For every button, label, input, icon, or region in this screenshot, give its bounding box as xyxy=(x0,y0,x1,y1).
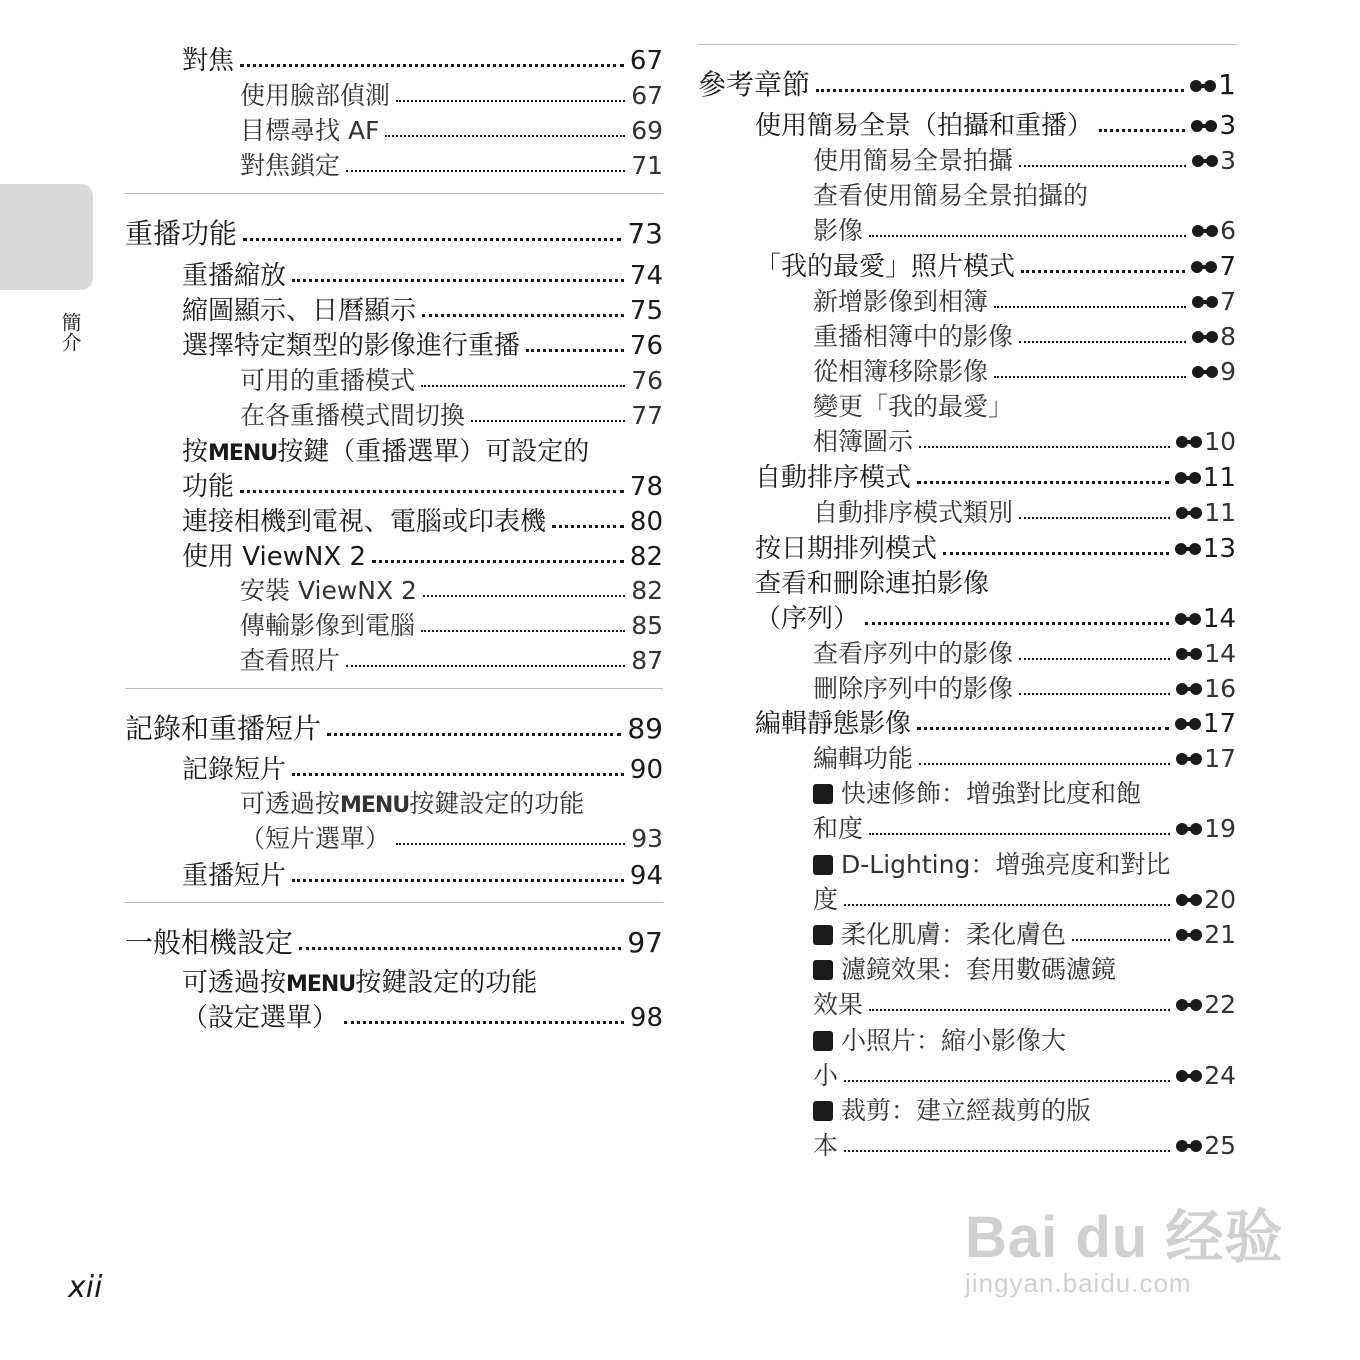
page-number: 17 xyxy=(1204,744,1236,773)
toc-entry-line[interactable] xyxy=(240,784,584,820)
leader-dots xyxy=(917,726,1169,730)
skin-softening-icon xyxy=(813,925,833,945)
toc-entry[interactable] xyxy=(813,1056,1236,1092)
toc-entry-label: 記錄短片 xyxy=(182,755,287,785)
reference-section-icon xyxy=(1192,330,1218,344)
toc-entry-page: 89 xyxy=(627,712,663,745)
page-number: 21 xyxy=(1204,920,1236,949)
leader-dots xyxy=(919,445,1170,448)
page-number-footer: xii xyxy=(68,1270,103,1305)
toc-entry-label: 重播短片 xyxy=(182,861,287,891)
page-number: 6 xyxy=(1220,216,1236,245)
reference-section-icon xyxy=(1176,647,1202,661)
section-tab[interactable] xyxy=(0,184,93,290)
section-tab-label: 簡介 xyxy=(58,312,82,352)
reference-section-icon xyxy=(1176,998,1202,1012)
toc-entry-page xyxy=(1176,885,1236,914)
toc-entry-label: 記錄和重播短片 xyxy=(125,712,322,745)
toc-entry[interactable] xyxy=(240,571,663,607)
toc-entry[interactable] xyxy=(813,422,1236,458)
reference-section-icon xyxy=(1176,1139,1202,1153)
toc-entry-label: 目標尋找 AF xyxy=(240,116,380,145)
toc-entry-label: 小 xyxy=(813,1061,839,1090)
toc-entry-page: 67 xyxy=(631,81,663,110)
toc-entry-label: 縮圖顯示、日曆顯示 xyxy=(182,296,417,326)
toc-entry-label: 一般相機設定 xyxy=(125,926,294,959)
page-number: 9 xyxy=(1220,357,1236,386)
leader-dots xyxy=(471,419,625,422)
toc-entry-page xyxy=(1192,216,1236,245)
toc-entry-line[interactable] xyxy=(813,774,1141,810)
toc-entry-label: 相簿圖示 xyxy=(813,427,914,456)
toc-entry-page xyxy=(1176,427,1236,456)
leader-dots xyxy=(385,134,625,137)
toc-entry[interactable] xyxy=(813,317,1236,353)
toc-entry-page: 75 xyxy=(629,296,663,326)
toc-entry-label: 新增影像到相簿 xyxy=(813,287,989,316)
toc-entry-label: 效果 xyxy=(813,990,864,1019)
toc-entry-page: 76 xyxy=(631,366,663,395)
toc-entry-page xyxy=(1191,111,1236,141)
toc-entry-page: 82 xyxy=(629,542,663,572)
toc-entry[interactable] xyxy=(182,997,663,1034)
toc-entry-label: 安裝 ViewNX 2 xyxy=(240,576,417,605)
page-number: 3 xyxy=(1220,146,1236,175)
toc-entry[interactable] xyxy=(182,255,663,292)
toc-entry-page xyxy=(1190,68,1236,101)
toc-entry[interactable] xyxy=(240,641,663,677)
toc-text: 按 xyxy=(182,437,209,467)
leader-dots xyxy=(421,629,625,632)
page-number: 22 xyxy=(1204,990,1236,1019)
leader-dots xyxy=(346,664,625,667)
filter-effects-icon xyxy=(813,960,833,980)
toc-entry-line[interactable] xyxy=(813,845,1170,881)
leader-dots xyxy=(396,842,625,845)
toc-entry-label: 使用簡易全景（拍攝和重播） xyxy=(755,111,1094,141)
toc-section-entry[interactable] xyxy=(125,707,663,747)
page-number: 8 xyxy=(1220,322,1236,351)
toc-text: 裁剪：建立經裁剪的版 xyxy=(841,1096,1092,1125)
toc-entry-label: 對焦 xyxy=(182,46,235,76)
toc-entry-label: 本 xyxy=(813,1131,839,1160)
toc-text: 柔化肌膚：柔化膚色 xyxy=(841,920,1067,949)
toc-entry-line[interactable] xyxy=(182,962,537,999)
reference-section-icon xyxy=(1176,822,1202,836)
toc-entry[interactable] xyxy=(813,493,1236,529)
leader-dots xyxy=(1099,128,1185,132)
d-lighting-icon xyxy=(813,855,833,875)
leader-dots xyxy=(292,772,624,776)
toc-entry[interactable] xyxy=(240,819,663,855)
leader-dots xyxy=(327,732,621,736)
toc-section-entry[interactable] xyxy=(698,63,1236,103)
toc-section-entry[interactable] xyxy=(125,212,663,252)
toc-entry[interactable] xyxy=(755,598,1236,635)
reference-section-icon xyxy=(1176,752,1202,766)
toc-text: 濾鏡效果：套用數碼濾鏡 xyxy=(841,955,1117,984)
toc-entry-page xyxy=(1176,814,1236,843)
page-number: 1 xyxy=(1218,68,1236,101)
toc-entry[interactable] xyxy=(240,146,663,182)
toc-entry-label: 從相簿移除影像 xyxy=(813,357,989,386)
toc-entry-label: 編輯功能 xyxy=(813,744,914,773)
toc-entry-page: 93 xyxy=(631,824,663,853)
toc-entry[interactable] xyxy=(813,1126,1236,1162)
toc-entry-line[interactable] xyxy=(813,1021,1066,1057)
toc-entry[interactable] xyxy=(755,457,1236,494)
toc-entry-label: （設定選單） xyxy=(182,1003,339,1033)
leader-dots xyxy=(240,489,624,493)
toc-entry[interactable] xyxy=(813,985,1236,1021)
toc-text: 可透過按 xyxy=(240,789,341,818)
page-number: 7 xyxy=(1220,287,1236,316)
toc-entry-page: 69 xyxy=(631,116,663,145)
reference-section-icon xyxy=(1192,295,1218,309)
watermark-url: jingyan.baidu.com xyxy=(965,1268,1192,1298)
leader-dots xyxy=(396,99,625,102)
toc-entry-page: 85 xyxy=(631,611,663,640)
toc-entry-line[interactable]: 變更「我的最愛」 xyxy=(813,392,1014,421)
toc-entry[interactable] xyxy=(182,325,663,362)
page-number: 11 xyxy=(1204,498,1236,527)
toc-entry[interactable] xyxy=(182,855,663,892)
watermark xyxy=(965,1190,1283,1299)
leader-dots xyxy=(292,878,624,882)
toc-entry-label: （短片選單） xyxy=(240,824,391,853)
toc-entry[interactable] xyxy=(813,739,1236,775)
section-divider xyxy=(698,44,1236,45)
toc-entry[interactable] xyxy=(182,501,663,538)
toc-entry-label: 使用簡易全景拍攝 xyxy=(813,146,1014,175)
leader-dots xyxy=(943,551,1169,555)
leader-dots xyxy=(844,1149,1170,1152)
toc-entry-label: 參考章節 xyxy=(698,68,811,101)
leader-dots xyxy=(919,762,1170,765)
toc-entry-page: 71 xyxy=(631,151,663,180)
quick-retouch-icon xyxy=(813,784,833,804)
leader-dots xyxy=(917,480,1169,484)
toc-entry[interactable] xyxy=(813,669,1236,705)
toc-entry-page: 73 xyxy=(627,217,663,250)
leader-dots xyxy=(292,278,624,282)
leader-dots xyxy=(865,621,1169,625)
reference-section-icon xyxy=(1175,717,1201,731)
toc-entry[interactable] xyxy=(813,880,1236,916)
leader-dots xyxy=(844,1079,1170,1082)
toc-entry-label: 重播縮放 xyxy=(182,261,287,291)
page-number: 25 xyxy=(1204,1131,1236,1160)
toc-entry[interactable] xyxy=(240,76,663,112)
toc-entry-page xyxy=(1191,252,1236,282)
toc-text: 快速修飾：增強對比度和飽 xyxy=(841,779,1142,808)
toc-entry-page xyxy=(1176,1131,1236,1160)
toc-entry-line[interactable]: 查看使用簡易全景拍攝的 xyxy=(813,181,1089,210)
toc-entry[interactable] xyxy=(182,466,663,503)
toc-entry-line[interactable] xyxy=(813,1091,1091,1127)
leader-dots xyxy=(1072,938,1170,941)
reference-section-icon xyxy=(1176,682,1202,696)
leader-dots xyxy=(344,1020,624,1024)
leader-dots xyxy=(869,234,1186,237)
toc-entry-page xyxy=(1175,709,1236,739)
leader-dots xyxy=(421,384,625,387)
toc-entry[interactable] xyxy=(182,749,663,786)
leader-dots xyxy=(372,559,624,563)
leader-dots xyxy=(243,237,621,241)
page-number: 20 xyxy=(1204,885,1236,914)
toc-entry-label: 編輯靜態影像 xyxy=(755,709,912,739)
page-number: 11 xyxy=(1202,463,1236,493)
crop-icon xyxy=(813,1101,833,1121)
toc-entry-page xyxy=(1176,674,1236,703)
reference-section-icon xyxy=(1192,365,1218,379)
toc-entry-page: 94 xyxy=(629,861,663,891)
page-number: 3 xyxy=(1219,111,1236,141)
watermark-brand: Bai du 经验 xyxy=(965,1205,1284,1270)
toc-text: 按鍵（重播選單）可設定的 xyxy=(277,437,590,467)
leader-dots xyxy=(844,903,1170,906)
toc-entry-label: 自動排序模式類別 xyxy=(813,498,1014,527)
toc-entry[interactable] xyxy=(182,290,663,327)
toc-entry-page xyxy=(1176,744,1236,773)
toc-text: 按鍵設定的功能 xyxy=(355,968,538,998)
toc-entry-page xyxy=(1175,604,1236,634)
leader-dots xyxy=(994,375,1186,378)
toc-entry[interactable] xyxy=(755,528,1236,565)
menu-button-icon: MENU xyxy=(208,441,278,466)
toc-entry-label: 使用臉部偵測 xyxy=(240,81,391,110)
toc-entry-label: 刪除序列中的影像 xyxy=(813,674,1014,703)
page-number: 19 xyxy=(1204,814,1236,843)
page-number: 14 xyxy=(1204,639,1236,668)
toc-entry-line[interactable]: 查看和刪除連拍影像 xyxy=(755,569,990,599)
toc-entry-page xyxy=(1192,322,1236,351)
toc-entry[interactable] xyxy=(182,536,663,573)
menu-button-icon: MENU xyxy=(286,972,356,997)
leader-dots xyxy=(816,88,1184,92)
toc-section-entry[interactable] xyxy=(125,921,663,961)
toc-entry-label: 查看序列中的影像 xyxy=(813,639,1014,668)
reference-section-icon xyxy=(1176,893,1202,907)
toc-entry-page: 90 xyxy=(629,755,663,785)
toc-entry-page: 97 xyxy=(627,926,663,959)
toc-entry-label: 「我的最愛」照片模式 xyxy=(755,252,1016,282)
toc-entry[interactable] xyxy=(240,606,663,642)
leader-dots xyxy=(869,832,1170,835)
reference-section-icon xyxy=(1191,260,1217,274)
toc-entry[interactable] xyxy=(240,396,663,432)
toc-entry-page: 98 xyxy=(629,1003,663,1033)
toc-entry[interactable] xyxy=(813,809,1236,845)
toc-entry[interactable] xyxy=(813,282,1236,318)
toc-entry-label: 和度 xyxy=(813,814,864,843)
page-number: 16 xyxy=(1204,674,1236,703)
leader-dots xyxy=(240,63,624,67)
leader-dots xyxy=(1019,164,1186,167)
reference-section-icon xyxy=(1175,542,1201,556)
page-number: 7 xyxy=(1219,252,1236,282)
toc-entry-label xyxy=(813,915,1066,951)
toc-entry-line[interactable] xyxy=(813,950,1116,986)
leader-dots xyxy=(299,946,621,950)
toc-entry-page xyxy=(1176,639,1236,668)
toc-entry-label: 使用 ViewNX 2 xyxy=(182,542,367,572)
toc-text: 可透過按 xyxy=(182,968,287,998)
toc-entry-label: 功能 xyxy=(182,472,235,502)
toc-entry-line[interactable] xyxy=(182,431,589,468)
toc-entry-page: 87 xyxy=(631,646,663,675)
toc-entry-label: 選擇特定類型的影像進行重播 xyxy=(182,331,521,361)
reference-section-icon xyxy=(1175,471,1201,485)
toc-entry-page: 78 xyxy=(629,472,663,502)
reference-section-icon xyxy=(1192,224,1218,238)
toc-entry-page xyxy=(1175,534,1236,564)
toc-entry-label: 查看照片 xyxy=(240,646,341,675)
reference-section-icon xyxy=(1192,154,1218,168)
reference-section-icon xyxy=(1175,612,1201,626)
page-number: 13 xyxy=(1202,534,1236,564)
toc-entry-label: （序列） xyxy=(755,604,860,634)
toc-entry-page xyxy=(1176,990,1236,1019)
reference-section-icon xyxy=(1176,435,1202,449)
toc-entry-page xyxy=(1192,287,1236,316)
page-number: 17 xyxy=(1202,709,1236,739)
leader-dots xyxy=(869,1008,1170,1011)
toc-entry-label: 在各重播模式間切換 xyxy=(240,401,466,430)
leader-dots xyxy=(1019,692,1170,695)
section-divider xyxy=(125,193,663,194)
leader-dots xyxy=(552,524,624,528)
toc-entry-page xyxy=(1192,146,1236,175)
toc-entry[interactable] xyxy=(813,634,1236,670)
small-picture-icon xyxy=(813,1031,833,1051)
toc-entry-page xyxy=(1175,463,1236,493)
toc-entry-label: 度 xyxy=(813,885,839,914)
menu-button-icon: MENU xyxy=(340,793,410,818)
toc-text: 按鍵設定的功能 xyxy=(409,789,585,818)
toc-entry[interactable] xyxy=(755,246,1236,283)
toc-entry[interactable] xyxy=(182,40,663,77)
leader-dots xyxy=(1021,269,1185,273)
toc-entry-page xyxy=(1192,357,1236,386)
leader-dots xyxy=(346,169,625,172)
toc-entry-page: 76 xyxy=(629,331,663,361)
toc-entry-page: 74 xyxy=(629,261,663,291)
toc-entry-label: 按日期排列模式 xyxy=(755,534,938,564)
toc-text: 小照片：縮小影像大 xyxy=(841,1026,1067,1055)
toc-entry-page: 67 xyxy=(629,46,663,76)
toc-entry-page xyxy=(1176,1061,1236,1090)
toc-entry[interactable] xyxy=(813,211,1236,247)
toc-entry-page: 82 xyxy=(631,576,663,605)
leader-dots xyxy=(1019,516,1170,519)
toc-entry-label: 重播功能 xyxy=(125,217,238,250)
toc-entry-page: 80 xyxy=(629,507,663,537)
toc-entry-label: 對焦鎖定 xyxy=(240,151,341,180)
page-number: 14 xyxy=(1202,604,1236,634)
reference-section-icon xyxy=(1190,79,1216,93)
leader-dots xyxy=(1019,340,1186,343)
toc-entry-page: 77 xyxy=(631,401,663,430)
reference-section-icon xyxy=(1176,1069,1202,1083)
reference-section-icon xyxy=(1176,506,1202,520)
leader-dots xyxy=(422,313,624,317)
toc-entry[interactable] xyxy=(813,915,1236,951)
toc-entry[interactable] xyxy=(240,111,663,147)
toc-entry-page xyxy=(1176,920,1236,949)
toc-entry-page xyxy=(1176,498,1236,527)
toc-entry-label: 連接相機到電視、電腦或印表機 xyxy=(182,507,547,537)
section-divider xyxy=(125,688,663,689)
toc-entry-label: 可用的重播模式 xyxy=(240,366,416,395)
reference-section-icon xyxy=(1191,119,1217,133)
toc-entry-label: 影像 xyxy=(813,216,864,245)
page-number: 24 xyxy=(1204,1061,1236,1090)
leader-dots xyxy=(526,348,624,352)
toc-entry[interactable] xyxy=(240,361,663,397)
reference-section-icon xyxy=(1176,928,1202,942)
toc-text: D-Lighting：增強亮度和對比 xyxy=(841,850,1171,879)
toc-entry[interactable] xyxy=(755,105,1236,142)
toc-entry[interactable] xyxy=(813,352,1236,388)
toc-entry[interactable] xyxy=(813,141,1236,177)
toc-entry-label: 重播相簿中的影像 xyxy=(813,322,1014,351)
leader-dots xyxy=(1019,657,1170,660)
toc-entry-label: 自動排序模式 xyxy=(755,463,912,493)
leader-dots xyxy=(994,305,1186,308)
toc-entry-label: 傳輸影像到電腦 xyxy=(240,611,416,640)
leader-dots xyxy=(423,594,625,597)
section-divider xyxy=(125,902,663,903)
toc-entry[interactable] xyxy=(755,703,1236,740)
page-number: 10 xyxy=(1204,427,1236,456)
